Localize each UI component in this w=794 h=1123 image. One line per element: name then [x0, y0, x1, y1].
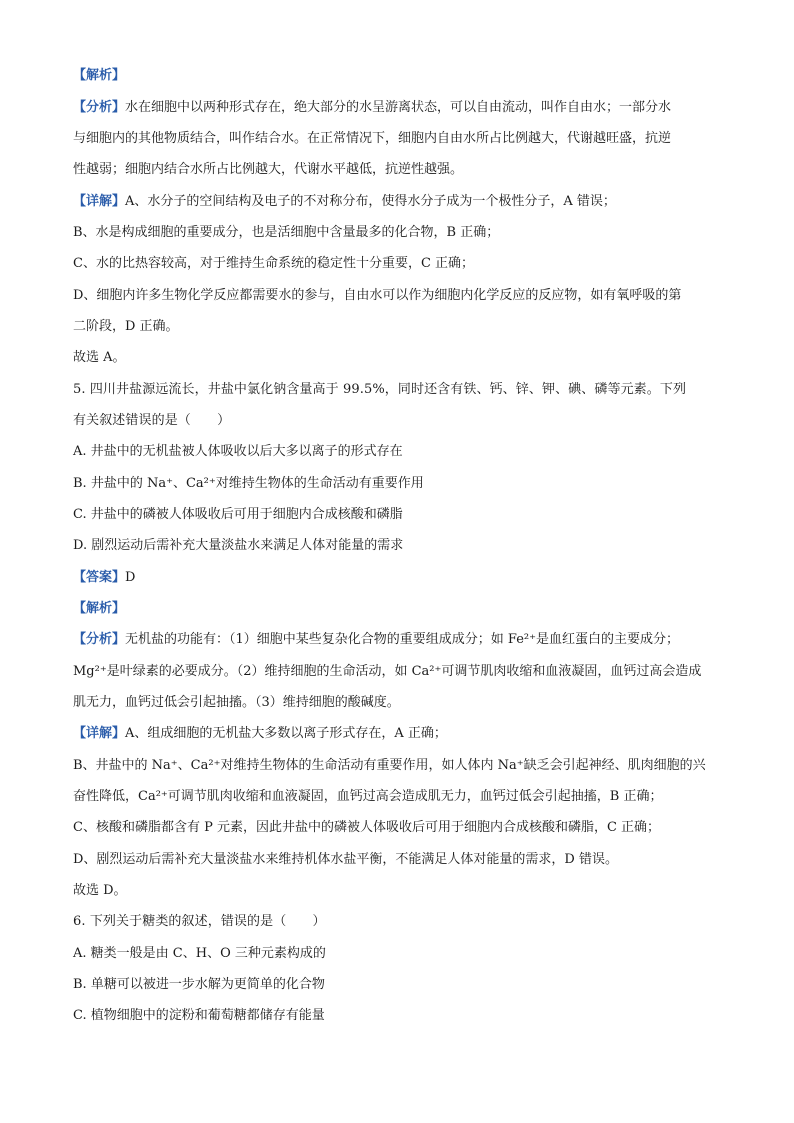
conclusion: 故选 A。 — [73, 350, 126, 365]
detail-option-b: B、水是构成细胞的重要成分，也是活细胞中含量最多的化合物，B 正确； — [73, 225, 500, 240]
analysis-text-continued: 性越弱；细胞内结合水所占比例越大，代谢水平越低，抗逆性越强。 — [73, 162, 464, 177]
question-6-stem: 6. 下列关于糖类的叙述，错误的是（ ） — [73, 914, 326, 929]
detail-option-c: C、核酸和磷脂都含有 P 元素，因此井盐中的磷被人体吸收后可用于细胞内合成核酸和磷脂，C 正确； — [73, 820, 661, 835]
question-5-stem: 5. 四川井盐源远流长，井盐中氯化钠含量高于 99.5%，同时还含有铁、钙、锌、钾、碘、磷等元素。下列 — [73, 382, 687, 397]
detail-option-b-continued: 奋性降低，Ca²⁺可调节肌肉收缩和血液凝固，血钙过高会造成肌无力，血钙过低会引起抽搐，B 正确； — [73, 789, 663, 804]
analysis-label: 【分析】 — [73, 100, 126, 115]
question-6-option-a: A. 糖类一般是由 C、H、O 三种元素构成的 — [73, 946, 326, 961]
detail-label: 【详解】 — [73, 726, 126, 741]
detail-line — [73, 192, 734, 212]
question-5-stem-continued: 有关叙述错误的是（ ） — [73, 413, 231, 428]
question-6-option-b: B. 单糖可以被进一步水解为更简单的化合物 — [73, 977, 325, 992]
jiexi-label: 【解析】 — [73, 601, 126, 616]
detail-option-c: C、水的比热容较高，对于维持生命系统的稳定性十分重要，C 正确； — [73, 256, 475, 271]
detail-option-b: B、井盐中的 Na⁺、Ca²⁺对维持生物体的生命活动有重要作用，如人体内 Na⁺缺乏会引起神经、肌肉细胞的兴 — [73, 758, 706, 773]
analysis-line — [73, 98, 734, 118]
question-5-option-d: D. 剧烈运动后需补充大量淡盐水来满足人体对能量的需求 — [73, 538, 404, 553]
question-5-option-b: B. 井盐中的 Na⁺、Ca²⁺对维持生物体的生命活动有重要作用 — [73, 476, 424, 491]
answer-label: 【答案】 — [73, 570, 126, 585]
analysis-line — [73, 630, 734, 650]
jiexi-heading — [73, 599, 734, 619]
analysis-text-continued: 肌无力，血钙过低会引起抽搐。（3）维持细胞的酸碱度。 — [73, 695, 400, 710]
detail-option-d: D、细胞内许多生物化学反应都需要水的参与，自由水可以作为细胞内化学反应的反应物，如有氧呼吸的第 — [73, 288, 682, 303]
question-5-option-c: C. 井盐中的磷被人体吸收后可用于细胞内合成核酸和磷脂 — [73, 507, 403, 522]
analysis-label: 【分析】 — [73, 632, 126, 647]
detail-option-d-continued: 二阶段，D 正确。 — [73, 319, 179, 334]
detail-line — [73, 724, 734, 744]
conclusion: 故选 D。 — [73, 883, 127, 898]
analysis-text: 水在细胞中以两种形式存在，绝大部分的水呈游离状态，可以自由流动，叫作自由水；一部分水 — [125, 100, 672, 115]
detail-label: 【详解】 — [73, 194, 126, 209]
detail-option-a: A、组成细胞的无机盐大多数以离子形式存在，A 正确； — [125, 726, 447, 741]
detail-option-d: D、剧烈运动后需补充大量淡盐水来维持机体水盐平衡，不能满足人体对能量的需求，D 错误。 — [73, 852, 618, 867]
jiexi-heading — [73, 66, 734, 86]
question-5-option-a: A. 井盐中的无机盐被人体吸收以后大多以离子的形式存在 — [73, 444, 403, 459]
question-6-option-c: C. 植物细胞中的淀粉和葡萄糖都储存有能量 — [73, 1008, 325, 1023]
answer-line — [73, 568, 734, 588]
analysis-text: 无机盐的功能有：（1）细胞中某些复杂化合物的重要组成成分；如 Fe²⁺是血红蛋白的主要成分； — [125, 632, 679, 647]
answer-value: D — [125, 570, 136, 585]
analysis-text-continued: Mg²⁺是叶绿素的必要成分。（2）维持细胞的生命活动，如 Ca²⁺可调节肌肉收缩和血液凝固，血钙过高会造成 — [73, 664, 702, 679]
analysis-text-continued: 与细胞内的其他物质结合，叫作结合水。在正常情况下，细胞内自由水所占比例越大，代谢越旺盛，抗逆 — [73, 131, 672, 146]
detail-option-a: A、水分子的空间结构及电子的不对称分布，使得水分子成为一个极性分子，A 错误； — [125, 194, 616, 209]
jiexi-label: 【解析】 — [73, 68, 126, 83]
